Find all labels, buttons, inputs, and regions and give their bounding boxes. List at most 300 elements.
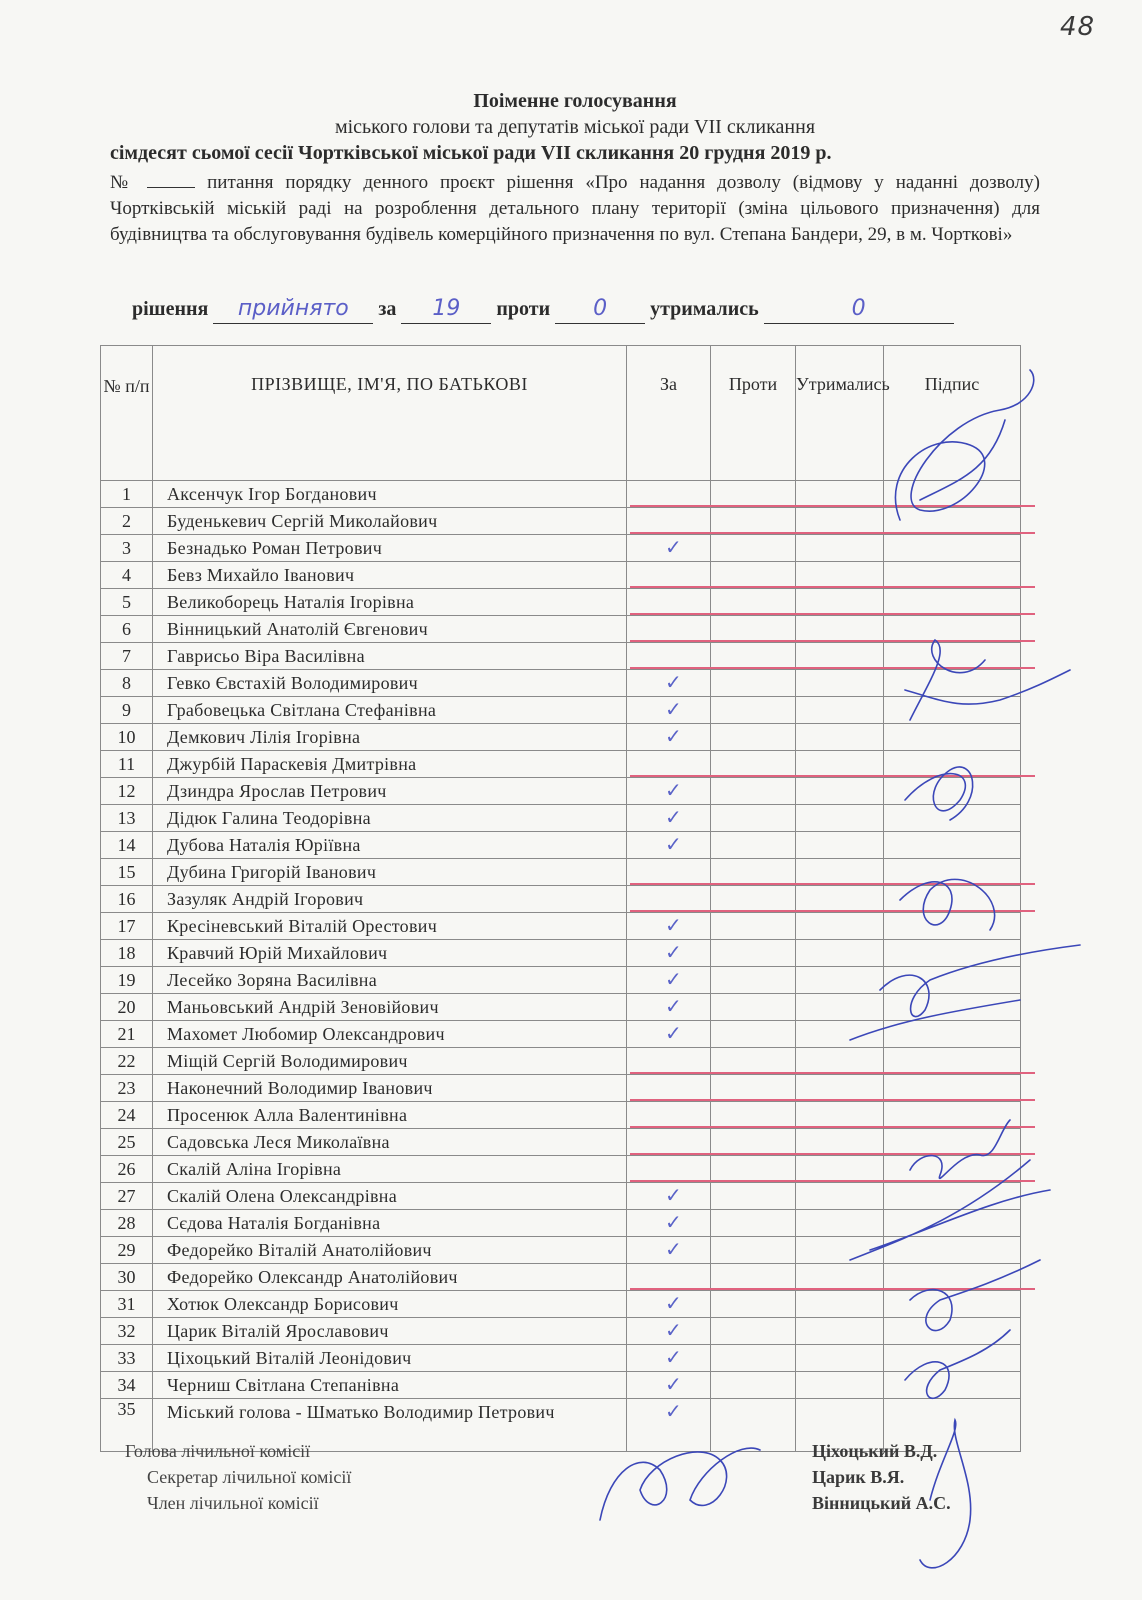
row-for-cell (627, 1210, 711, 1237)
strike-line (630, 586, 1035, 588)
row-name: Демкович Лілія Ігорівна (153, 724, 627, 751)
row-name: Маньовський Андрій Зеновійович (153, 994, 627, 1021)
row-against-cell (711, 751, 796, 778)
row-signature-cell (884, 481, 1021, 508)
row-signature-cell (884, 616, 1021, 643)
row-number: 6 (101, 616, 153, 643)
row-name: Кресіневський Віталій Орестович (153, 913, 627, 940)
row-for-cell (627, 481, 711, 508)
row-abstain-cell (796, 670, 884, 697)
row-for-cell (627, 832, 711, 859)
row-number: 16 (101, 886, 153, 913)
document-title: Поіменне голосування (473, 90, 677, 112)
row-for-cell (627, 1318, 711, 1345)
row-name: Дідюк Галина Теодорівна (153, 805, 627, 832)
row-number: 15 (101, 859, 153, 886)
row-number: 25 (101, 1129, 153, 1156)
row-number: 28 (101, 1210, 153, 1237)
row-against-cell (711, 913, 796, 940)
row-name: Кравчий Юрій Михайлович (153, 940, 627, 967)
row-abstain-cell (796, 1345, 884, 1372)
row-number: 22 (101, 1048, 153, 1075)
row-number: 34 (101, 1372, 153, 1399)
row-for-cell (627, 1156, 711, 1183)
row-name: Буденькевич Сергій Миколайович (153, 508, 627, 535)
row-for-cell (627, 1264, 711, 1291)
row-name: Дзиндра Ярослав Петрович (153, 778, 627, 805)
row-against-cell (711, 1129, 796, 1156)
row-against-cell (711, 1183, 796, 1210)
row-number: 8 (101, 670, 153, 697)
row-abstain-cell (796, 724, 884, 751)
row-abstain-cell (796, 1291, 884, 1318)
row-signature-cell (884, 1102, 1021, 1129)
row-name: Хотюк Олександр Борисович (153, 1291, 627, 1318)
row-for-cell (627, 724, 711, 751)
table-row (101, 1237, 1021, 1264)
row-signature-cell (884, 589, 1021, 616)
row-number: 21 (101, 1021, 153, 1048)
row-name: Міський голова - Шматько Володимир Петрович (153, 1399, 627, 1452)
strike-line (630, 775, 1035, 777)
table-row (101, 1021, 1021, 1048)
table-row (101, 940, 1021, 967)
row-name: Скалій Аліна Ігорівна (153, 1156, 627, 1183)
table-row (101, 1264, 1021, 1291)
chair-name: Ціхоцький В.Д. (812, 1441, 938, 1461)
table-header-row (101, 346, 1021, 481)
vote-table (100, 345, 1021, 1452)
document-subtitle: міського голови та депутатів міської ради VII скликання (334, 116, 816, 138)
row-against-cell (711, 994, 796, 1021)
strike-line (630, 1288, 1035, 1290)
table-row (101, 697, 1021, 724)
table-row (101, 1345, 1021, 1372)
row-against-cell (711, 886, 796, 913)
table-row (101, 508, 1021, 535)
row-against-cell (711, 832, 796, 859)
against-count: 0 (555, 299, 645, 324)
header-for: За (627, 346, 711, 481)
table-row (101, 778, 1021, 805)
row-name: Бевз Михайло Іванович (153, 562, 627, 589)
row-for-cell (627, 508, 711, 535)
row-number: 5 (101, 589, 153, 616)
row-abstain-cell (796, 1318, 884, 1345)
row-against-cell (711, 1156, 796, 1183)
agenda-question (110, 170, 1040, 248)
table-row (101, 1210, 1021, 1237)
abstain-count: 0 (764, 299, 954, 324)
row-for-cell (627, 1291, 711, 1318)
row-number: 11 (101, 751, 153, 778)
row-against-cell (711, 1048, 796, 1075)
row-for-cell (627, 670, 711, 697)
row-abstain-cell (796, 1075, 884, 1102)
checkmark-icon: ✓ (665, 994, 682, 1018)
row-name: Садовська Леся Миколаївна (153, 1129, 627, 1156)
header-name: ПРІЗВИЩЕ, ІМ'Я, ПО БАТЬКОВІ (153, 346, 627, 481)
checkmark-icon: ✓ (665, 967, 682, 991)
row-abstain-cell (796, 1021, 884, 1048)
row-number: 18 (101, 940, 153, 967)
checkmark-icon: ✓ (665, 805, 682, 829)
row-name: Міщій Сергій Володимирович (153, 1048, 627, 1075)
row-signature-cell (884, 967, 1021, 994)
row-name: Сєдова Наталія Богданівна (153, 1210, 627, 1237)
table-row (101, 481, 1021, 508)
row-name: Федорейко Олександр Анатолійович (153, 1264, 627, 1291)
row-against-cell (711, 1291, 796, 1318)
row-signature-cell (884, 1372, 1021, 1399)
row-name: Федорейко Віталій Анатолійович (153, 1237, 627, 1264)
row-against-cell (711, 643, 796, 670)
for-count: 19 (401, 299, 491, 324)
row-number: 1 (101, 481, 153, 508)
row-signature-cell (884, 805, 1021, 832)
row-for-cell (627, 751, 711, 778)
strike-line (630, 1072, 1035, 1074)
row-for-cell (627, 1399, 711, 1452)
table-row (101, 1075, 1021, 1102)
row-abstain-cell (796, 913, 884, 940)
decision-line (132, 298, 1032, 324)
row-for-cell (627, 859, 711, 886)
row-name: Джурбій Параскевія Дмитрівна (153, 751, 627, 778)
checkmark-icon: ✓ (665, 670, 682, 694)
checkmark-icon: ✓ (665, 535, 682, 559)
row-for-cell (627, 562, 711, 589)
row-number: 35 (101, 1399, 153, 1452)
row-against-cell (711, 481, 796, 508)
row-for-cell (627, 643, 711, 670)
row-against-cell (711, 589, 796, 616)
row-signature-cell (884, 1156, 1021, 1183)
table-row (101, 616, 1021, 643)
row-name: Гаврисьо Віра Василівна (153, 643, 627, 670)
row-abstain-cell (796, 751, 884, 778)
checkmark-icon: ✓ (665, 1021, 682, 1045)
row-against-cell (711, 1399, 796, 1452)
row-signature-cell (884, 697, 1021, 724)
row-against-cell (711, 1021, 796, 1048)
row-against-cell (711, 805, 796, 832)
row-name: Лесейко Зоряна Василівна (153, 967, 627, 994)
checkmark-icon: ✓ (665, 1237, 682, 1261)
row-name: Просенюк Алла Валентинівна (153, 1102, 627, 1129)
row-abstain-cell (796, 508, 884, 535)
strike-line (630, 1180, 1035, 1182)
row-for-cell (627, 697, 711, 724)
row-signature-cell (884, 1210, 1021, 1237)
table-row (101, 724, 1021, 751)
question-number-blank (147, 171, 195, 188)
row-abstain-cell (796, 832, 884, 859)
row-against-cell (711, 940, 796, 967)
row-for-cell (627, 994, 711, 1021)
checkmark-icon: ✓ (665, 1318, 682, 1342)
member-name: Вінницький А.С. (812, 1493, 951, 1513)
row-number: 29 (101, 1237, 153, 1264)
table-row (101, 832, 1021, 859)
row-abstain-cell (796, 1048, 884, 1075)
row-number: 20 (101, 994, 153, 1021)
row-name: Дубова Наталія Юріївна (153, 832, 627, 859)
table-row (101, 1183, 1021, 1210)
table-row (101, 1318, 1021, 1345)
row-signature-cell (884, 1318, 1021, 1345)
table-row (101, 805, 1021, 832)
table-row (101, 670, 1021, 697)
row-against-cell (711, 670, 796, 697)
header-abstain: Утримались (796, 346, 884, 481)
row-number: 14 (101, 832, 153, 859)
footer-signature (600, 1448, 760, 1520)
row-abstain-cell (796, 1129, 884, 1156)
row-against-cell (711, 508, 796, 535)
row-against-cell (711, 1264, 796, 1291)
row-signature-cell (884, 1264, 1021, 1291)
table-row (101, 1129, 1021, 1156)
row-for-cell (627, 805, 711, 832)
row-abstain-cell (796, 1102, 884, 1129)
row-against-cell (711, 967, 796, 994)
secretary-label: Секретар лічильної комісії (147, 1467, 352, 1487)
row-name: Наконечний Володимир Іванович (153, 1075, 627, 1102)
row-abstain-cell (796, 1372, 884, 1399)
row-signature-cell (884, 535, 1021, 562)
row-name: Махомет Любомир Олександрович (153, 1021, 627, 1048)
checkmark-icon: ✓ (665, 778, 682, 802)
row-signature-cell (884, 1021, 1021, 1048)
row-name: Черниш Світлана Степанівна (153, 1372, 627, 1399)
row-name: Грабовецька Світлана Стефанівна (153, 697, 627, 724)
table-row (101, 643, 1021, 670)
table-row (101, 994, 1021, 1021)
row-abstain-cell (796, 1183, 884, 1210)
abstain-label: утримались (650, 298, 759, 320)
row-signature-cell (884, 832, 1021, 859)
row-against-cell (711, 616, 796, 643)
row-for-cell (627, 886, 711, 913)
strike-line (630, 1153, 1035, 1155)
row-abstain-cell (796, 859, 884, 886)
table-row (101, 859, 1021, 886)
row-number: 26 (101, 1156, 153, 1183)
row-for-cell (627, 1237, 711, 1264)
question-number-label: № (110, 172, 136, 193)
row-for-cell (627, 1129, 711, 1156)
row-signature-cell (884, 1237, 1021, 1264)
row-signature-cell (884, 913, 1021, 940)
row-name: Вінницький Анатолій Євгенович (153, 616, 627, 643)
strike-line (630, 1099, 1035, 1101)
row-abstain-cell (796, 967, 884, 994)
row-for-cell (627, 940, 711, 967)
row-for-cell (627, 1102, 711, 1129)
row-for-cell (627, 1048, 711, 1075)
row-abstain-cell (796, 535, 884, 562)
session-line: сімдесят сьомої сесії Чортківської міської ради VII скликання 20 грудня 2019 р. (110, 142, 832, 164)
checkmark-icon: ✓ (665, 1372, 682, 1396)
row-name: Безнадько Роман Петрович (153, 535, 627, 562)
secretary-name: Царик В.Я. (812, 1467, 905, 1487)
strike-line (630, 1126, 1035, 1128)
table-row (101, 913, 1021, 940)
row-against-cell (711, 859, 796, 886)
row-abstain-cell (796, 994, 884, 1021)
row-against-cell (711, 562, 796, 589)
row-signature-cell (884, 1183, 1021, 1210)
for-label: за (378, 298, 397, 320)
row-signature-cell (884, 1291, 1021, 1318)
row-abstain-cell (796, 643, 884, 670)
checkmark-icon: ✓ (665, 940, 682, 964)
row-abstain-cell (796, 697, 884, 724)
header-signature: Підпис (884, 346, 1021, 481)
row-abstain-cell (796, 1210, 884, 1237)
row-signature-cell (884, 670, 1021, 697)
table-row (101, 1372, 1021, 1399)
table-row (101, 1156, 1021, 1183)
row-number: 2 (101, 508, 153, 535)
table-row (101, 535, 1021, 562)
header-against: Проти (711, 346, 796, 481)
row-for-cell (627, 1345, 711, 1372)
table-row (101, 1291, 1021, 1318)
row-abstain-cell (796, 589, 884, 616)
table-row (101, 886, 1021, 913)
strike-line (630, 910, 1035, 912)
row-number: 10 (101, 724, 153, 751)
checkmark-icon: ✓ (665, 1210, 682, 1234)
row-signature-cell (884, 1048, 1021, 1075)
row-number: 13 (101, 805, 153, 832)
row-for-cell (627, 1075, 711, 1102)
counting-commission-labels (125, 1438, 351, 1516)
row-abstain-cell (796, 562, 884, 589)
row-name: Зазуляк Андрій Ігорович (153, 886, 627, 913)
table-row (101, 589, 1021, 616)
document-header (110, 88, 1040, 248)
row-abstain-cell (796, 1264, 884, 1291)
checkmark-icon: ✓ (665, 1291, 682, 1315)
checkmark-icon: ✓ (665, 1183, 682, 1207)
strike-line (630, 505, 1035, 507)
row-number: 31 (101, 1291, 153, 1318)
table-row (101, 562, 1021, 589)
row-number: 17 (101, 913, 153, 940)
row-against-cell (711, 1372, 796, 1399)
table-row (101, 967, 1021, 994)
row-for-cell (627, 1372, 711, 1399)
row-number: 3 (101, 535, 153, 562)
question-text: питання порядку денного проєкт рішення «Про надання дозволу (відмову у наданні дозволу) Чортківській міській раді на розроблення детального плану території (зміна цільового призначення) для будівництва та обслуговування будівель комерційного призначення по вул. Степана Бандери, 29, в м. Чорткові» (110, 172, 1040, 245)
row-signature-cell (884, 1075, 1021, 1102)
row-name: Царик Віталій Ярославович (153, 1318, 627, 1345)
header-num: № п/п (101, 346, 153, 481)
row-signature-cell (884, 1345, 1021, 1372)
row-abstain-cell (796, 886, 884, 913)
strike-line (630, 883, 1035, 885)
checkmark-icon: ✓ (665, 697, 682, 721)
row-against-cell (711, 697, 796, 724)
row-abstain-cell (796, 481, 884, 508)
row-number: 24 (101, 1102, 153, 1129)
table-row (101, 751, 1021, 778)
row-signature-cell (884, 508, 1021, 535)
against-label: проти (496, 298, 551, 320)
row-number: 27 (101, 1183, 153, 1210)
checkmark-icon: ✓ (665, 1399, 682, 1423)
row-abstain-cell (796, 940, 884, 967)
row-signature-cell (884, 994, 1021, 1021)
decision-label: рішення (132, 298, 209, 320)
row-number: 4 (101, 562, 153, 589)
row-number: 19 (101, 967, 153, 994)
row-name: Гевко Євстахій Володимирович (153, 670, 627, 697)
row-name: Скалій Олена Олександрівна (153, 1183, 627, 1210)
row-number: 23 (101, 1075, 153, 1102)
row-number: 30 (101, 1264, 153, 1291)
checkmark-icon: ✓ (665, 832, 682, 856)
row-name: Дубина Григорій Іванович (153, 859, 627, 886)
chair-label: Голова лічильної комісії (125, 1441, 311, 1461)
counting-commission-names (812, 1438, 951, 1516)
row-name: Аксенчук Ігор Богданович (153, 481, 627, 508)
row-against-cell (711, 1075, 796, 1102)
row-signature-cell (884, 751, 1021, 778)
row-against-cell (711, 535, 796, 562)
member-label: Член лічильної комісії (147, 1493, 319, 1513)
row-for-cell (627, 967, 711, 994)
row-signature-cell (884, 724, 1021, 751)
table-row (101, 1102, 1021, 1129)
row-number: 12 (101, 778, 153, 805)
checkmark-icon: ✓ (665, 1345, 682, 1369)
row-for-cell (627, 616, 711, 643)
row-signature-cell (884, 886, 1021, 913)
row-signature-cell (884, 778, 1021, 805)
strike-line (630, 532, 1035, 534)
row-signature-cell (884, 643, 1021, 670)
row-signature-cell (884, 1129, 1021, 1156)
row-abstain-cell (796, 805, 884, 832)
vote-table-body (101, 481, 1021, 1452)
row-for-cell (627, 913, 711, 940)
strike-line (630, 613, 1035, 615)
row-number: 9 (101, 697, 153, 724)
row-abstain-cell (796, 1156, 884, 1183)
checkmark-icon: ✓ (665, 724, 682, 748)
table-row (101, 1048, 1021, 1075)
row-number: 32 (101, 1318, 153, 1345)
checkmark-icon: ✓ (665, 913, 682, 937)
strike-line (630, 640, 1035, 642)
row-abstain-cell (796, 1237, 884, 1264)
row-signature-cell (884, 562, 1021, 589)
row-against-cell (711, 724, 796, 751)
row-name: Ціхоцький Віталій Леонідович (153, 1345, 627, 1372)
page-number: 48 (1060, 12, 1096, 42)
row-for-cell (627, 535, 711, 562)
row-name: Великоборець Наталія Ігорівна (153, 589, 627, 616)
row-for-cell (627, 778, 711, 805)
row-against-cell (711, 1345, 796, 1372)
row-against-cell (711, 1318, 796, 1345)
row-for-cell (627, 1021, 711, 1048)
row-against-cell (711, 1237, 796, 1264)
